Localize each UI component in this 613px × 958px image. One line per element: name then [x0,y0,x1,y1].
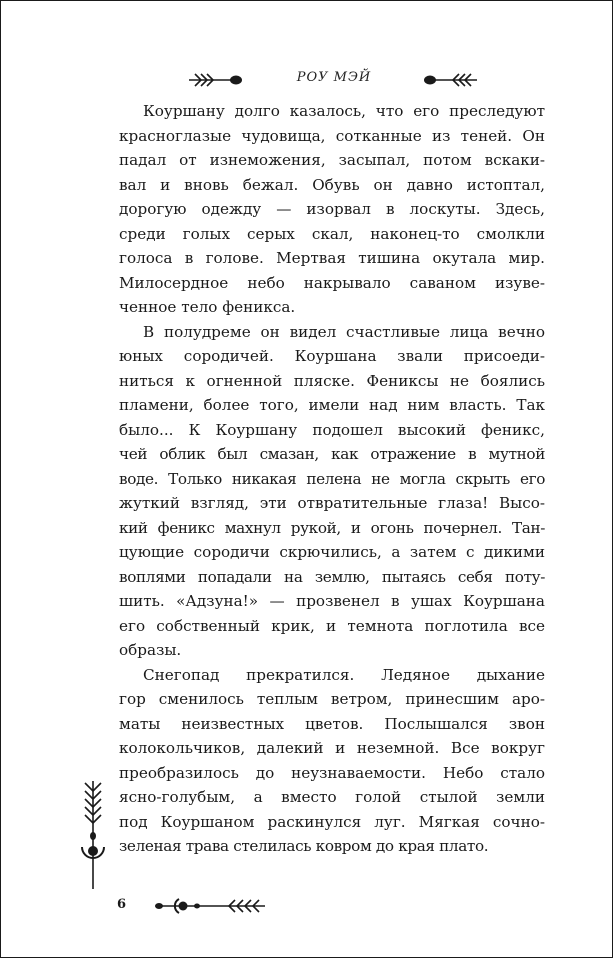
page-number: 6 [117,897,127,912]
text-line: Коуршану долго казалось, что его преследуют [143,102,545,120]
text-line: жуткий взгляд, эти отвратительные глаза! Высо- [119,494,545,512]
running-head-title: РОУ МЭЙ [296,70,372,85]
body-text [119,99,545,859]
arrow-ornament-icon [187,70,245,90]
paragraph [119,99,545,320]
text-line: преобразилось до неузнаваемости. Небо стало [119,763,545,782]
text-line: красноглазые чудовища, сотканные из теней. Он [119,126,545,145]
text-line: зеленая трава стелилась ковром до края плато. [119,837,489,855]
text-line: гор сменилось теплым ветром, принесшим аро- [119,690,545,708]
text-line: пламени, более того, имели над ним власть. Так [119,396,545,414]
text-line: кий феникс махнул рукой, и огонь почернел. Тан- [119,518,545,537]
text-line: образы. [119,641,182,659]
text-line: Милосердное небо накрывало саваном изуве- [119,273,545,292]
paragraph [119,663,545,859]
text-line: голоса в голове. Мертвая тишина окутала мир. [119,249,545,267]
text-line: среди голых серых скал, наконец-то смолкли [119,224,545,243]
text-line: юных сородичей. Коуршана звали присоеди- [119,347,545,365]
arrow-ornament-icon [421,70,479,90]
text-line: под Коуршаном раскинулся луг. Мягкая сочно- [119,812,545,831]
text-line: падал от изнеможения, засыпал, потом вскаки- [119,151,545,169]
text-line: воде. Только никакая пелена не могла скрыть его [119,469,545,488]
text-line: ниться к огненной пляске. Фениксы не боялись [119,371,545,390]
paragraph [119,320,545,663]
running-head [1,67,613,95]
text-line: маты неизвестных цветов. Послышался звон [119,714,545,733]
text-line: чей облик был смазан, как отражение в мутной [119,445,545,463]
text-line: ясно-голубым, а вместо голой стылой земли [119,788,545,806]
text-line: было... К Коуршану подошел высокий феникс, [119,420,545,439]
text-line: дорогую одежду — изорвал в лоскуты. Здесь, [119,200,545,218]
text-line: воплями попадали на землю, пытаясь себя поту- [119,567,545,586]
text-line: В полудреме он видел счастливые лица вечно [143,322,545,341]
text-line: ченное тело феникса. [119,298,296,316]
vertical-arrow-moon-ornament-icon [73,779,113,891]
text-line: цующие сородичи скрючились, а затем с дикими [119,543,545,561]
text-line: его собственный крик, и темнота поглотила все [119,616,545,635]
text-line: Снегопад прекратился. Ледяное дыхание [143,665,545,684]
arrow-moon-ornament-icon [153,895,269,917]
text-line: шить. «Адзуна!» — прозвенел в ушах Коуршана [119,592,545,610]
text-line: колокольчиков, далекий и неземной. Все вокруг [119,739,545,757]
text-line: вал и вновь бежал. Обувь он давно истоптал, [119,175,545,194]
